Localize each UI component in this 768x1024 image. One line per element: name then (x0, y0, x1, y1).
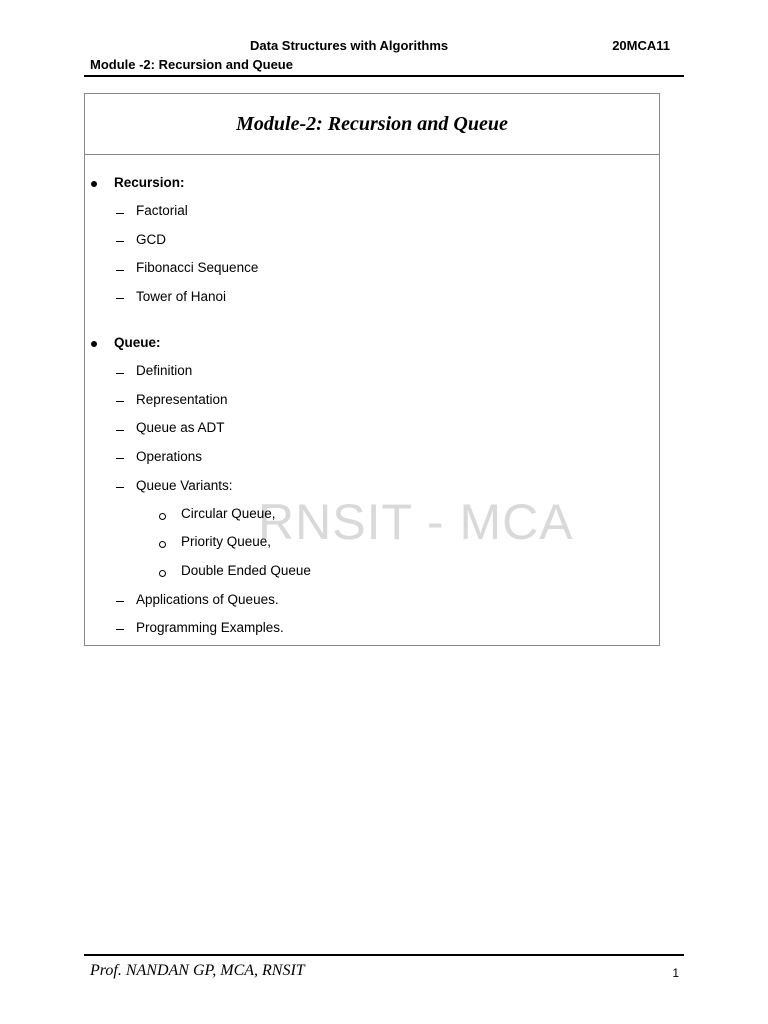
footer-divider (84, 954, 684, 956)
dash-icon (116, 213, 124, 214)
bullet-icon (91, 181, 97, 187)
header-divider (84, 75, 684, 77)
course-code: 20MCA11 (612, 38, 670, 53)
bullet-icon (91, 341, 97, 347)
watermark: RNSIT - MCA (258, 494, 574, 550)
sub-list-item: Circular Queue, (181, 506, 276, 521)
list-item: GCD (136, 232, 166, 247)
dash-icon (116, 298, 124, 299)
sub-list-item: Double Ended Queue (181, 563, 311, 578)
section-heading-queue: Queue: (114, 335, 161, 350)
page-number: 1 (672, 966, 679, 980)
circle-bullet-icon (159, 541, 166, 548)
dash-icon (116, 373, 124, 374)
box-title-row (85, 94, 659, 155)
list-item: Fibonacci Sequence (136, 260, 259, 275)
circle-bullet-icon (159, 513, 166, 520)
dash-icon (116, 629, 124, 630)
dash-icon (116, 241, 124, 242)
list-item: Factorial (136, 203, 188, 218)
list-item: Definition (136, 363, 193, 378)
dash-icon (116, 487, 124, 488)
list-item: Representation (136, 392, 228, 407)
sub-list-item: Priority Queue, (181, 534, 272, 549)
dash-icon (116, 601, 124, 602)
dash-icon (116, 401, 124, 402)
footer-author: Prof. NANDAN GP, MCA, RNSIT (90, 962, 305, 979)
list-item: Tower of Hanoi (136, 289, 227, 304)
circle-bullet-icon (159, 570, 166, 577)
list-item: Queue Variants: (136, 478, 233, 493)
list-item: Applications of Queues. (136, 592, 279, 607)
course-title: Data Structures with Algorithms (250, 38, 449, 53)
list-item: Programming Examples. (136, 620, 284, 635)
module-label: Module -2: Recursion and Queue (90, 57, 293, 72)
list-item: Queue as ADT (136, 420, 225, 435)
dash-icon (116, 430, 124, 431)
section-heading-recursion: Recursion: (114, 175, 185, 190)
dash-icon (116, 270, 124, 271)
list-item: Operations (136, 449, 203, 464)
module-title: Module-2: Recursion and Queue (236, 112, 508, 135)
dash-icon (116, 458, 124, 459)
